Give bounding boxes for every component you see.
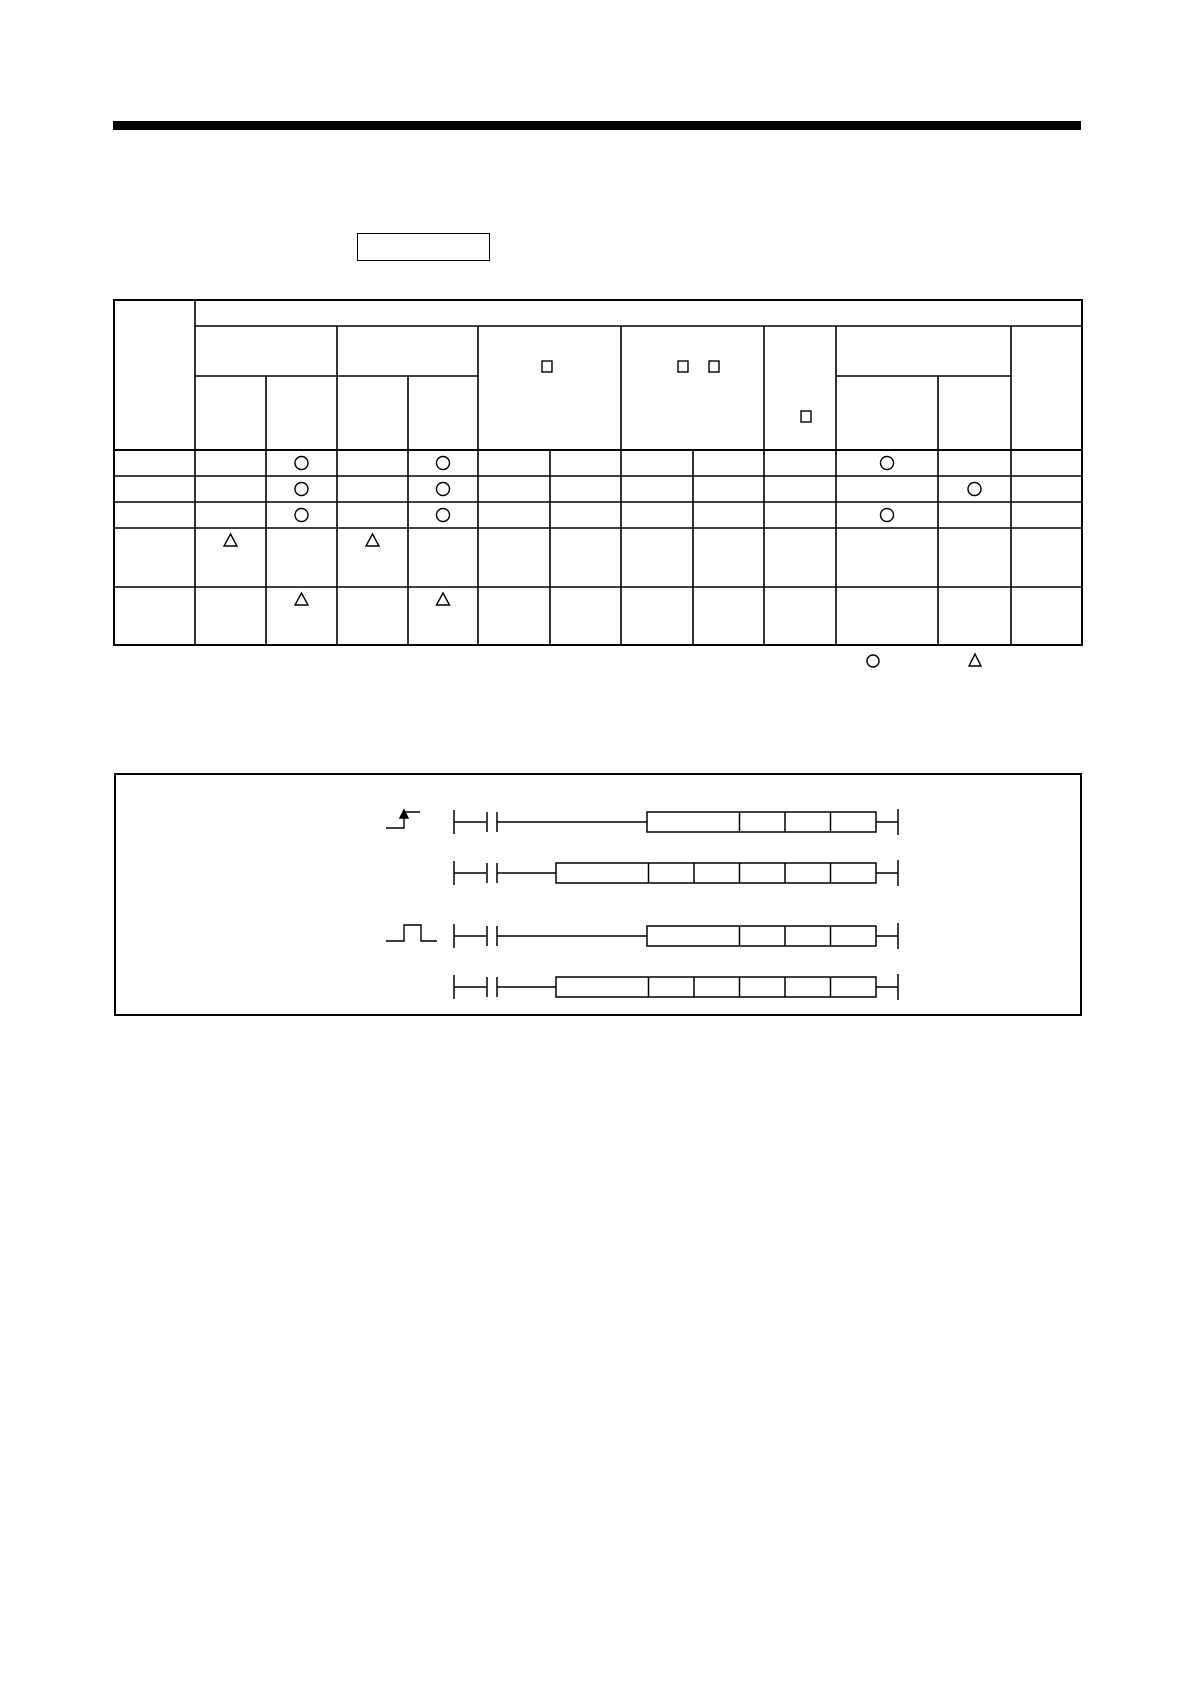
ladder-rung [454, 860, 898, 886]
circle-mark-icon [295, 457, 308, 470]
header-square-marker [709, 361, 719, 372]
table-frame [114, 300, 1082, 645]
triangle-mark-icon [437, 593, 450, 605]
legend-triangle-symbol [969, 654, 981, 666]
ladder-rung [454, 809, 898, 835]
pulse-trigger-icon [386, 925, 437, 941]
circle-mark-icon [881, 509, 894, 522]
legend-circle-symbol [867, 655, 879, 667]
circle-mark-icon [295, 509, 308, 522]
circle-mark-icon [437, 483, 450, 496]
circle-mark-icon [437, 509, 450, 522]
circle-mark-icon [881, 457, 894, 470]
header-square-marker [801, 411, 811, 422]
ladder-rung [454, 923, 898, 949]
ladder-rung [454, 974, 898, 1000]
header-square-marker [542, 361, 552, 372]
usable-devices-table [0, 0, 1190, 700]
header-square-marker [678, 361, 688, 372]
circle-mark-icon [437, 457, 450, 470]
rising-edge-arrow-icon [400, 810, 408, 818]
triangle-mark-icon [224, 534, 237, 546]
triangle-mark-icon [366, 534, 379, 546]
ladder-rungs [454, 809, 898, 1000]
circle-mark-icon [295, 483, 308, 496]
ladder-diagram [0, 760, 1190, 1030]
triangle-mark-icon [295, 593, 308, 605]
circle-mark-icon [968, 483, 981, 496]
